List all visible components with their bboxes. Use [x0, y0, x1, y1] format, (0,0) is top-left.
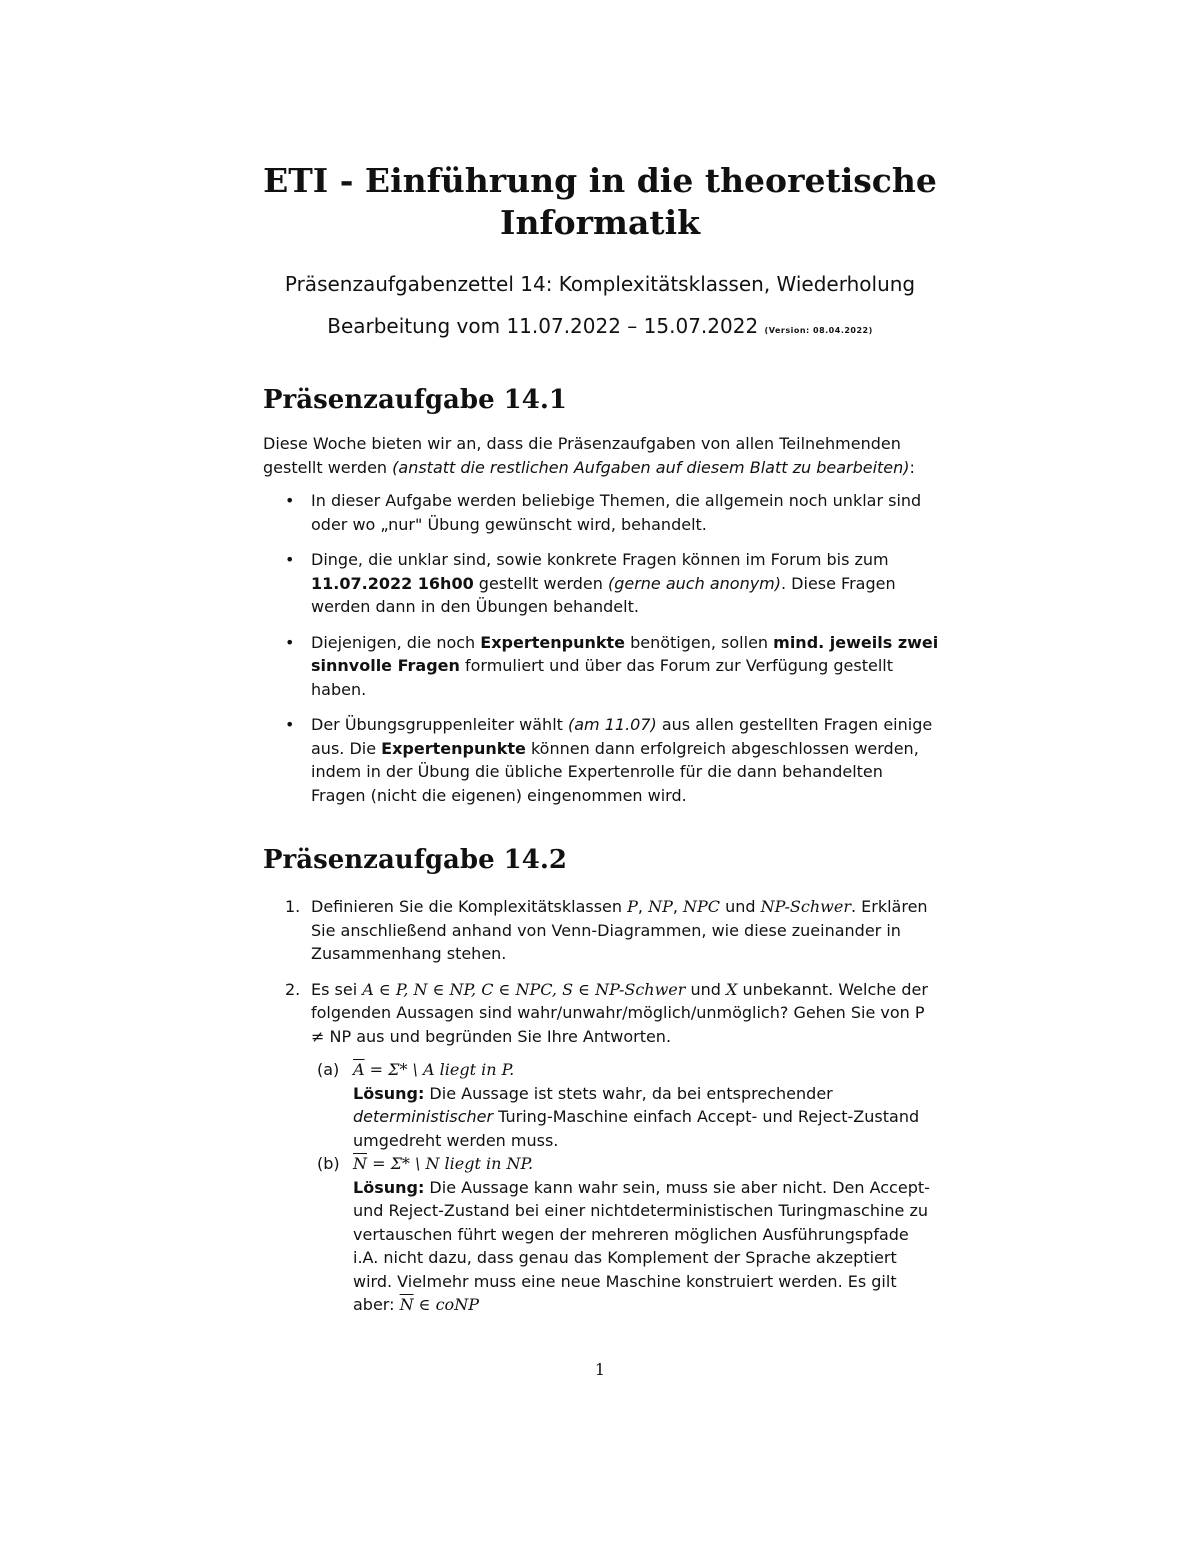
loesung-italic: deterministischer	[353, 1107, 494, 1126]
expertenpunkte-bold: Expertenpunkte	[480, 632, 625, 652]
loesung-label: Lösung:	[353, 1083, 425, 1103]
title-line-1: ETI - Einführung in die theoretische	[263, 161, 937, 200]
math-x: X	[726, 979, 738, 999]
bullet-icon: •	[285, 632, 295, 652]
date-range: Bearbeitung vom 11.07.2022 – 15.07.2022	[327, 314, 759, 338]
date-italic: (am 11.07)	[568, 715, 657, 734]
math-p: P	[627, 897, 638, 916]
list-item	[263, 895, 939, 966]
list-item	[263, 978, 939, 1317]
item-text: unbekannt. Welche der folgenden Aussagen sind wahr/unwahr/möglich/unmöglich? Gehen Sie von P ≠ NP aus und begründen Sie Ihre Antworten.	[311, 979, 928, 1046]
bullet-text: . Diese Fragen werden dann in den Übungen behandelt.	[311, 573, 896, 616]
list-item	[263, 548, 939, 619]
intro-text: Diese Woche bieten wir an, dass die Präsenzaufgaben von allen Teilnehmenden gestellt werden	[263, 434, 901, 477]
version-note: (Version: 08.04.2022)	[764, 326, 873, 335]
bullet-icon: •	[285, 715, 295, 734]
loesung-text: Turing-Maschine einfach Accept- und Reject-Zustand umgedreht werden muss.	[353, 1107, 920, 1150]
item-number: 1.	[285, 897, 301, 916]
sub-item-b	[311, 1152, 939, 1317]
bullet-text: gestellt werden	[473, 573, 608, 593]
bullet-list	[263, 489, 939, 807]
item-text: und	[720, 897, 761, 916]
loesung-label: Lösung:	[353, 1177, 425, 1197]
sub-label: (b)	[317, 1154, 340, 1173]
loesung-text: Die Aussage ist stets wahr, da bei entsprechender	[424, 1083, 833, 1103]
bullet-text: Diejenigen, die noch	[311, 632, 481, 652]
bullet-text: Dinge, die unklar sind, sowie konkrete Fragen können im Forum bis zum	[311, 550, 889, 569]
math-membership: A ∈ P, N ∈ NP, C ∈ NPC, S ∈ NP-Schwer	[362, 979, 686, 999]
separator: ,	[637, 897, 649, 916]
bullet-text: können dann erfolgreich abgeschlossen werden, indem in der Übung die übliche Expertenrolle für die dann behandelten Fragen (nicht die eigenen) eingenommen wird.	[311, 738, 919, 805]
loesung-text: Die Aussage kann wahr sein, muss sie aber nicht. Den Accept- und Reject-Zustand bei einer nichtdeterministischen Turingmaschine zu vertauschen führt wegen der mehreren möglichen Ausführungspfade i.A. nicht dazu, dass genau das Komplement der Sprache akzeptiert wird. Vielmehr muss eine neue Maschine konstruiert werden. Es gilt aber:	[353, 1177, 930, 1314]
intro-italic: (anstatt die restlichen Aufgaben auf diesem Blatt zu bearbeiten)	[392, 457, 910, 477]
math-complement: $\overline{A}$	[353, 1060, 365, 1079]
item-text: Es sei	[311, 979, 363, 999]
bullet-text: formuliert und über das Forum zur Verfügung gestellt haben.	[311, 656, 894, 699]
item-text: und	[685, 979, 727, 999]
list-item	[263, 713, 939, 807]
section-14-2-body	[263, 895, 939, 1329]
document-title	[0, 160, 1200, 244]
expertenpunkte-bold: Expertenpunkte	[381, 738, 526, 758]
math-np: NP	[648, 897, 673, 916]
sub-item-a	[311, 1058, 939, 1152]
section-heading-14-2: Präsenzaufgabe 14.2	[263, 845, 568, 875]
bullet-text: Der Übungsgruppenleiter wählt	[311, 715, 568, 734]
anonym-italic: (gerne auch anonym)	[607, 573, 781, 593]
separator: ,	[672, 897, 683, 916]
page-number: 1	[594, 1360, 606, 1379]
title-line-2: Informatik	[500, 203, 700, 242]
item-text: Definieren Sie die Komplexitätsklassen	[311, 897, 628, 916]
section-14-1-body	[263, 432, 939, 819]
bullet-text: aus allen gestellten Fragen einige aus. Die	[311, 715, 933, 758]
list-item	[263, 489, 939, 536]
date-line	[0, 312, 1200, 345]
sub-label: (a)	[317, 1060, 340, 1079]
requirement-bold: mind. jeweils zwei sinnvolle Fragen	[311, 632, 939, 675]
math-complement: $\overline{N}$	[399, 1295, 414, 1314]
math-np-schwer: NP-Schwer	[760, 897, 851, 916]
intro-colon: :	[909, 457, 915, 477]
section-14-1-intro	[263, 432, 939, 479]
sub-statement: = Σ* \ N liegt in NP.	[367, 1154, 534, 1173]
document-subtitle: Präsenzaufgabenzettel 14: Komplexitätsklassen, Wiederholung	[284, 272, 916, 296]
bullet-text: benötigen, sollen	[625, 632, 774, 652]
math-conp: ∈ coNP	[413, 1295, 479, 1314]
item-text: . Erklären Sie anschließend anhand von Venn-Diagrammen, wie diese zueinander in Zusammenhang stehen.	[311, 897, 928, 963]
bullet-text: In dieser Aufgabe werden beliebige Themen, die allgemein noch unklar sind oder wo „nur" Übung gewünscht wird, behandelt.	[311, 491, 922, 534]
section-heading-14-1: Präsenzaufgabe 14.1	[263, 385, 568, 415]
list-item	[263, 631, 939, 702]
sub-list	[311, 1058, 939, 1317]
math-npc: NPC	[683, 897, 721, 916]
bullet-icon: •	[285, 550, 295, 569]
bullet-icon: •	[285, 491, 295, 510]
math-complement: $\overline{N}$	[353, 1154, 367, 1173]
sub-statement: = Σ* \ A liegt in P.	[364, 1060, 515, 1079]
numbered-list	[263, 895, 939, 1317]
item-number: 2.	[285, 979, 301, 999]
deadline-bold: 11.07.2022 16h00	[311, 573, 474, 593]
